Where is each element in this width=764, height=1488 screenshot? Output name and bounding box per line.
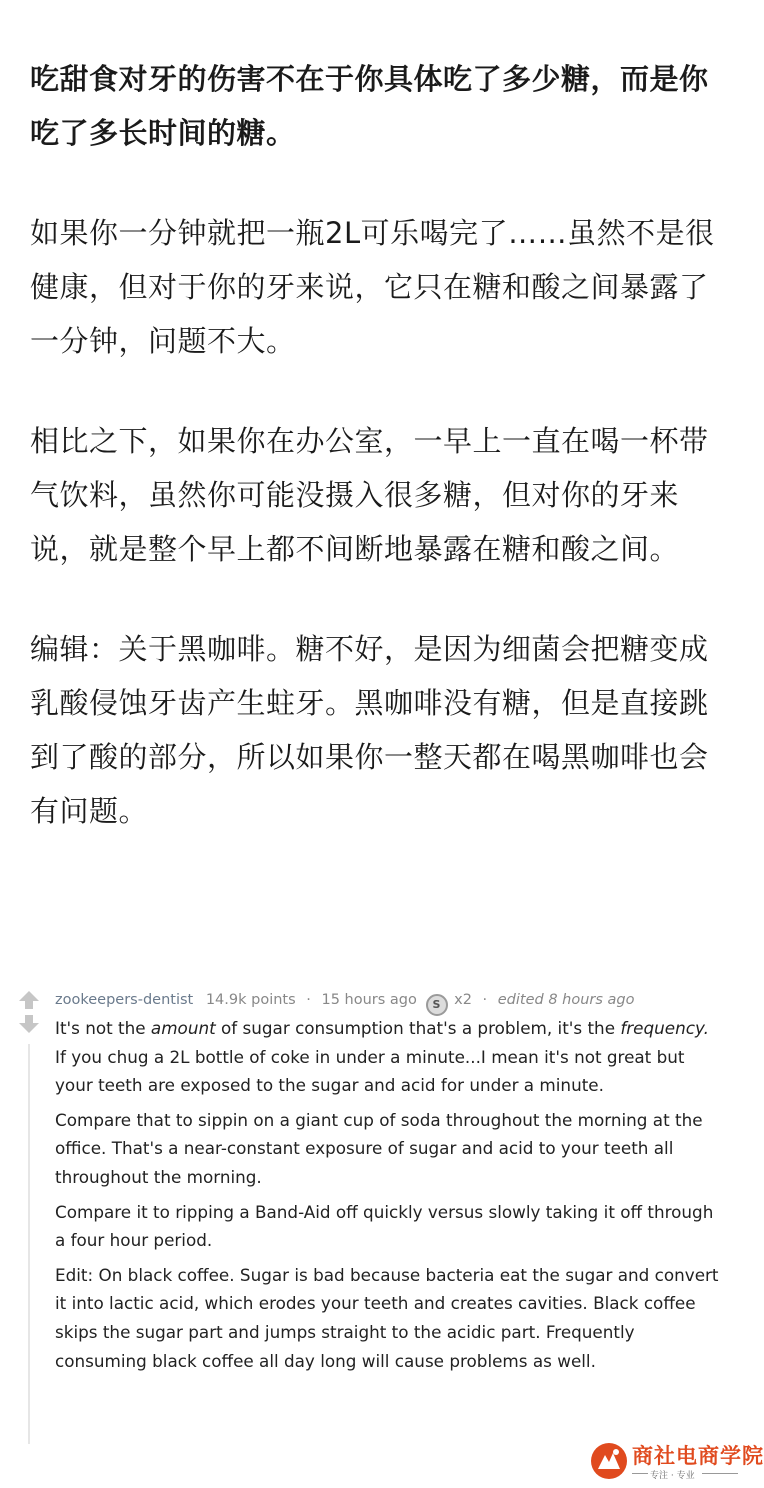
watermark bbox=[590, 1438, 764, 1482]
brand-title: 商社电商学院 bbox=[632, 1444, 764, 1468]
upvote-arrow-icon[interactable] bbox=[18, 990, 40, 1010]
article bbox=[30, 52, 720, 884]
emphasis: amount bbox=[150, 1018, 216, 1038]
meta-separator: · bbox=[482, 992, 488, 1008]
comment-body bbox=[55, 1014, 723, 1375]
silver-award-icon[interactable]: S bbox=[426, 994, 448, 1016]
downvote-arrow-icon[interactable] bbox=[18, 1014, 40, 1034]
comment-points: 14.9k points bbox=[205, 992, 296, 1008]
award-count: x2 bbox=[454, 992, 472, 1008]
comment-paragraph: Compare that to sippin on a giant cup of soda throughout the morning at the office. That's a near-constant exposure of sugar and acid to your teeth all throughout the morning. bbox=[55, 1109, 703, 1187]
meta-separator: · bbox=[306, 992, 311, 1008]
brand-subtitle: 专注 · 专业 bbox=[650, 1471, 695, 1481]
divider bbox=[632, 1473, 648, 1474]
article-paragraph-lead: 吃甜食对牙的伤害不在于你具体吃了多少糖，而是你吃了多长时间的糖。 bbox=[30, 62, 709, 150]
comment-time: 15 hours ago bbox=[321, 992, 417, 1008]
thread-line[interactable] bbox=[28, 1044, 30, 1444]
brand-logo-icon bbox=[590, 1442, 628, 1480]
comment-meta bbox=[55, 988, 723, 1014]
comment-author[interactable]: zookeepers-dentist bbox=[55, 992, 194, 1008]
divider bbox=[702, 1473, 738, 1474]
emphasis: frequency. bbox=[620, 1018, 709, 1038]
comment-paragraph: Edit: On black coffee. Sugar is bad because bacteria eat the sugar and convert it into lactic acid, which erodes your teeth and creates cavities. Black coffee skips the sugar part and jumps straight to the acidic part. Frequently consuming black coffee all day long will cause problems as well. bbox=[55, 1264, 719, 1371]
text: If you chug a 2L bottle of coke in under a minute...I mean it's not great but your teeth are exposed to the sugar and acid for under a minute. bbox=[55, 1046, 685, 1096]
comment bbox=[55, 988, 723, 1381]
article-paragraph: 编辑：关于黑咖啡。糖不好，是因为细菌会把糖变成乳酸侵蚀牙齿产生蛀牙。黑咖啡没有糖，但是直接跳到了酸的部分，所以如果你一整天都在喝黑咖啡也会有问题。 bbox=[30, 632, 709, 828]
vote-controls bbox=[18, 990, 40, 1038]
text: It's not the bbox=[55, 1018, 151, 1038]
text: of sugar consumption that's a problem, it's the bbox=[215, 1018, 621, 1038]
comment-paragraph: Compare it to ripping a Band-Aid off quickly versus slowly taking it off through a four hour period. bbox=[55, 1201, 714, 1251]
reddit-comment-screenshot bbox=[14, 982, 728, 1452]
comment-edited: edited 8 hours ago bbox=[497, 992, 635, 1008]
article-paragraph: 相比之下，如果你在办公室，一早上一直在喝一杯带气饮料，虽然你可能没摄入很多糖，但对你的牙来说，就是整个早上都不间断地暴露在糖和酸之间。 bbox=[30, 424, 709, 566]
article-paragraph: 如果你一分钟就把一瓶2L可乐喝完了……虽然不是很健康，但对于你的牙来说，它只在糖和酸之间暴露了一分钟，问题不大。 bbox=[30, 216, 715, 358]
comment-paragraph bbox=[55, 1014, 723, 1100]
